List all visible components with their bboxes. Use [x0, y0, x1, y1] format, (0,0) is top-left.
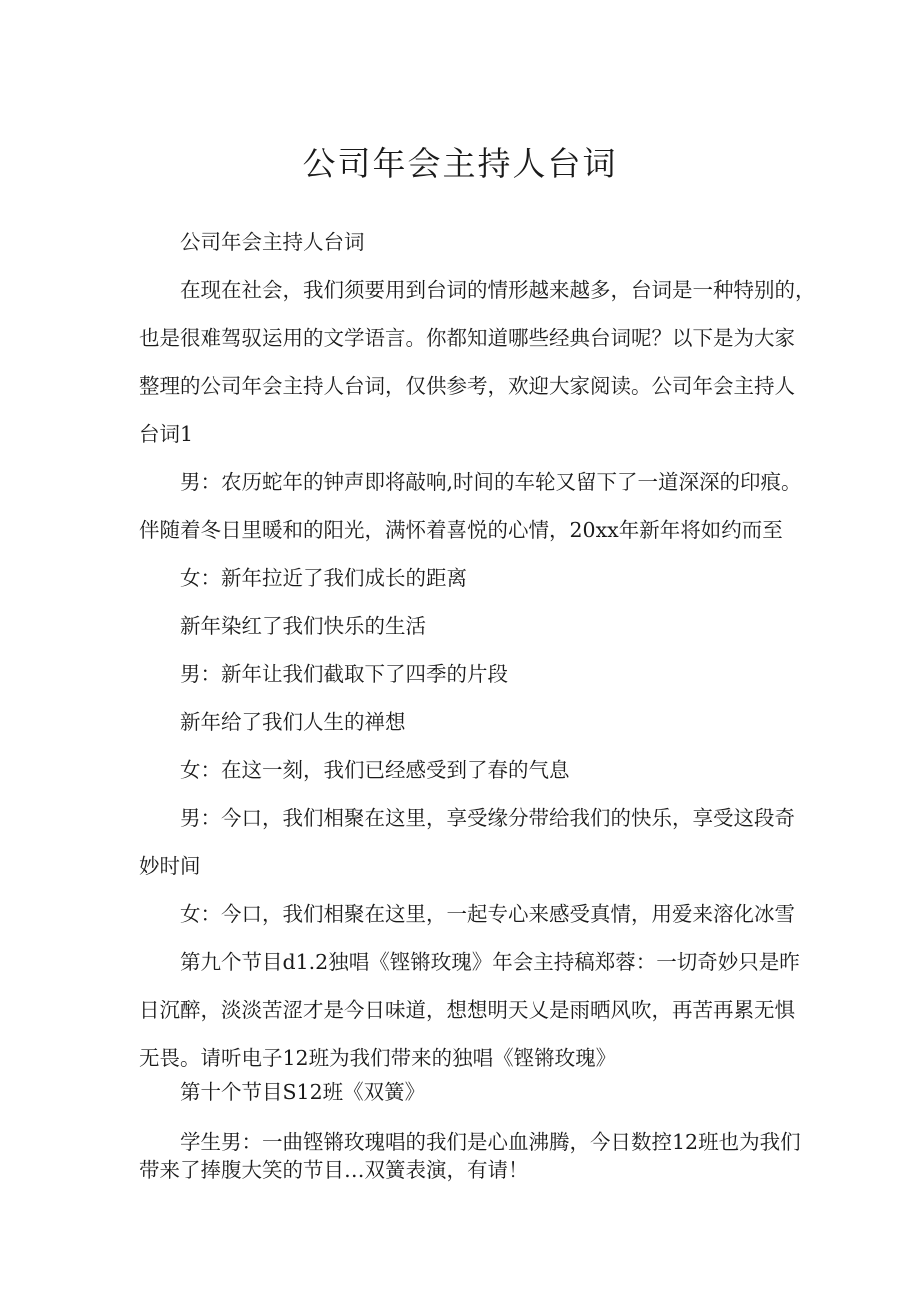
- paragraph-line: 无畏。请听电子12班为我们带来的独唱《铿锵玫瑰》: [139, 1046, 617, 1070]
- paragraph-line: 男：农历蛇年的钟声即将敲响,时间的车轮又留下了一道深深的印痕。: [180, 470, 802, 494]
- paragraph-line: 学生男：一曲铿锵玫瑰唱的我们是心血沸腾，今日数控12班也为我们: [180, 1130, 801, 1154]
- paragraph-line: 日沉醉，淡淡苦涩才是今日味道，想想明天乂是雨晒风吹，再苦再累无惧: [139, 998, 795, 1022]
- paragraph-line: 女：今口，我们相聚在这里，一起专心来感受真情，用爱来溶化冰雪: [180, 902, 795, 926]
- paragraph-line: 带来了捧腹大笑的节目…双簧表演，有请！: [139, 1158, 529, 1182]
- paragraph-line: 伴随着冬日里暖和的阳光，满怀着喜悦的心情，20xx年新年将如约而至: [139, 518, 783, 542]
- paragraph-line: 第十个节目S12班《双簧》: [180, 1080, 426, 1104]
- page-title: 公司年会主持人台词: [302, 144, 618, 183]
- paragraph-line: 新年给了我们人生的禅想: [180, 710, 406, 734]
- paragraph-line: 男：新年让我们截取下了四季的片段: [180, 662, 508, 686]
- paragraph-line: 公司年会主持人台词: [180, 230, 365, 254]
- paragraph-line: 女：在这一刻，我们已经感受到了春的气息: [180, 758, 570, 782]
- paragraph-line: 台词1: [139, 422, 194, 446]
- paragraph-line: 第九个节目d1.2独唱《铿锵玫瑰》年会主持稿郑蓉：一切奇妙只是昨: [180, 950, 800, 974]
- paragraph-line: 女：新年拉近了我们成长的距离: [180, 566, 467, 590]
- paragraph-line: 新年染红了我们快乐的生活: [180, 614, 426, 638]
- paragraph-line: 男：今口，我们相聚在这里，享受缘分带给我们的快乐，享受这段奇: [180, 806, 795, 830]
- paragraph-line: 妙时间: [139, 854, 201, 878]
- paragraph-line: 在现在社会，我们须要用到台词的情形越来越多，台词是一种特别的，: [180, 278, 816, 302]
- paragraph-line: 整理的公司年会主持人台词，仅供参考，欢迎大家阅读。公司年会主持人: [139, 374, 795, 398]
- paragraph-line: 也是很难驾驭运用的文学语言。你都知道哪些经典台词呢？以下是为大家: [139, 326, 795, 350]
